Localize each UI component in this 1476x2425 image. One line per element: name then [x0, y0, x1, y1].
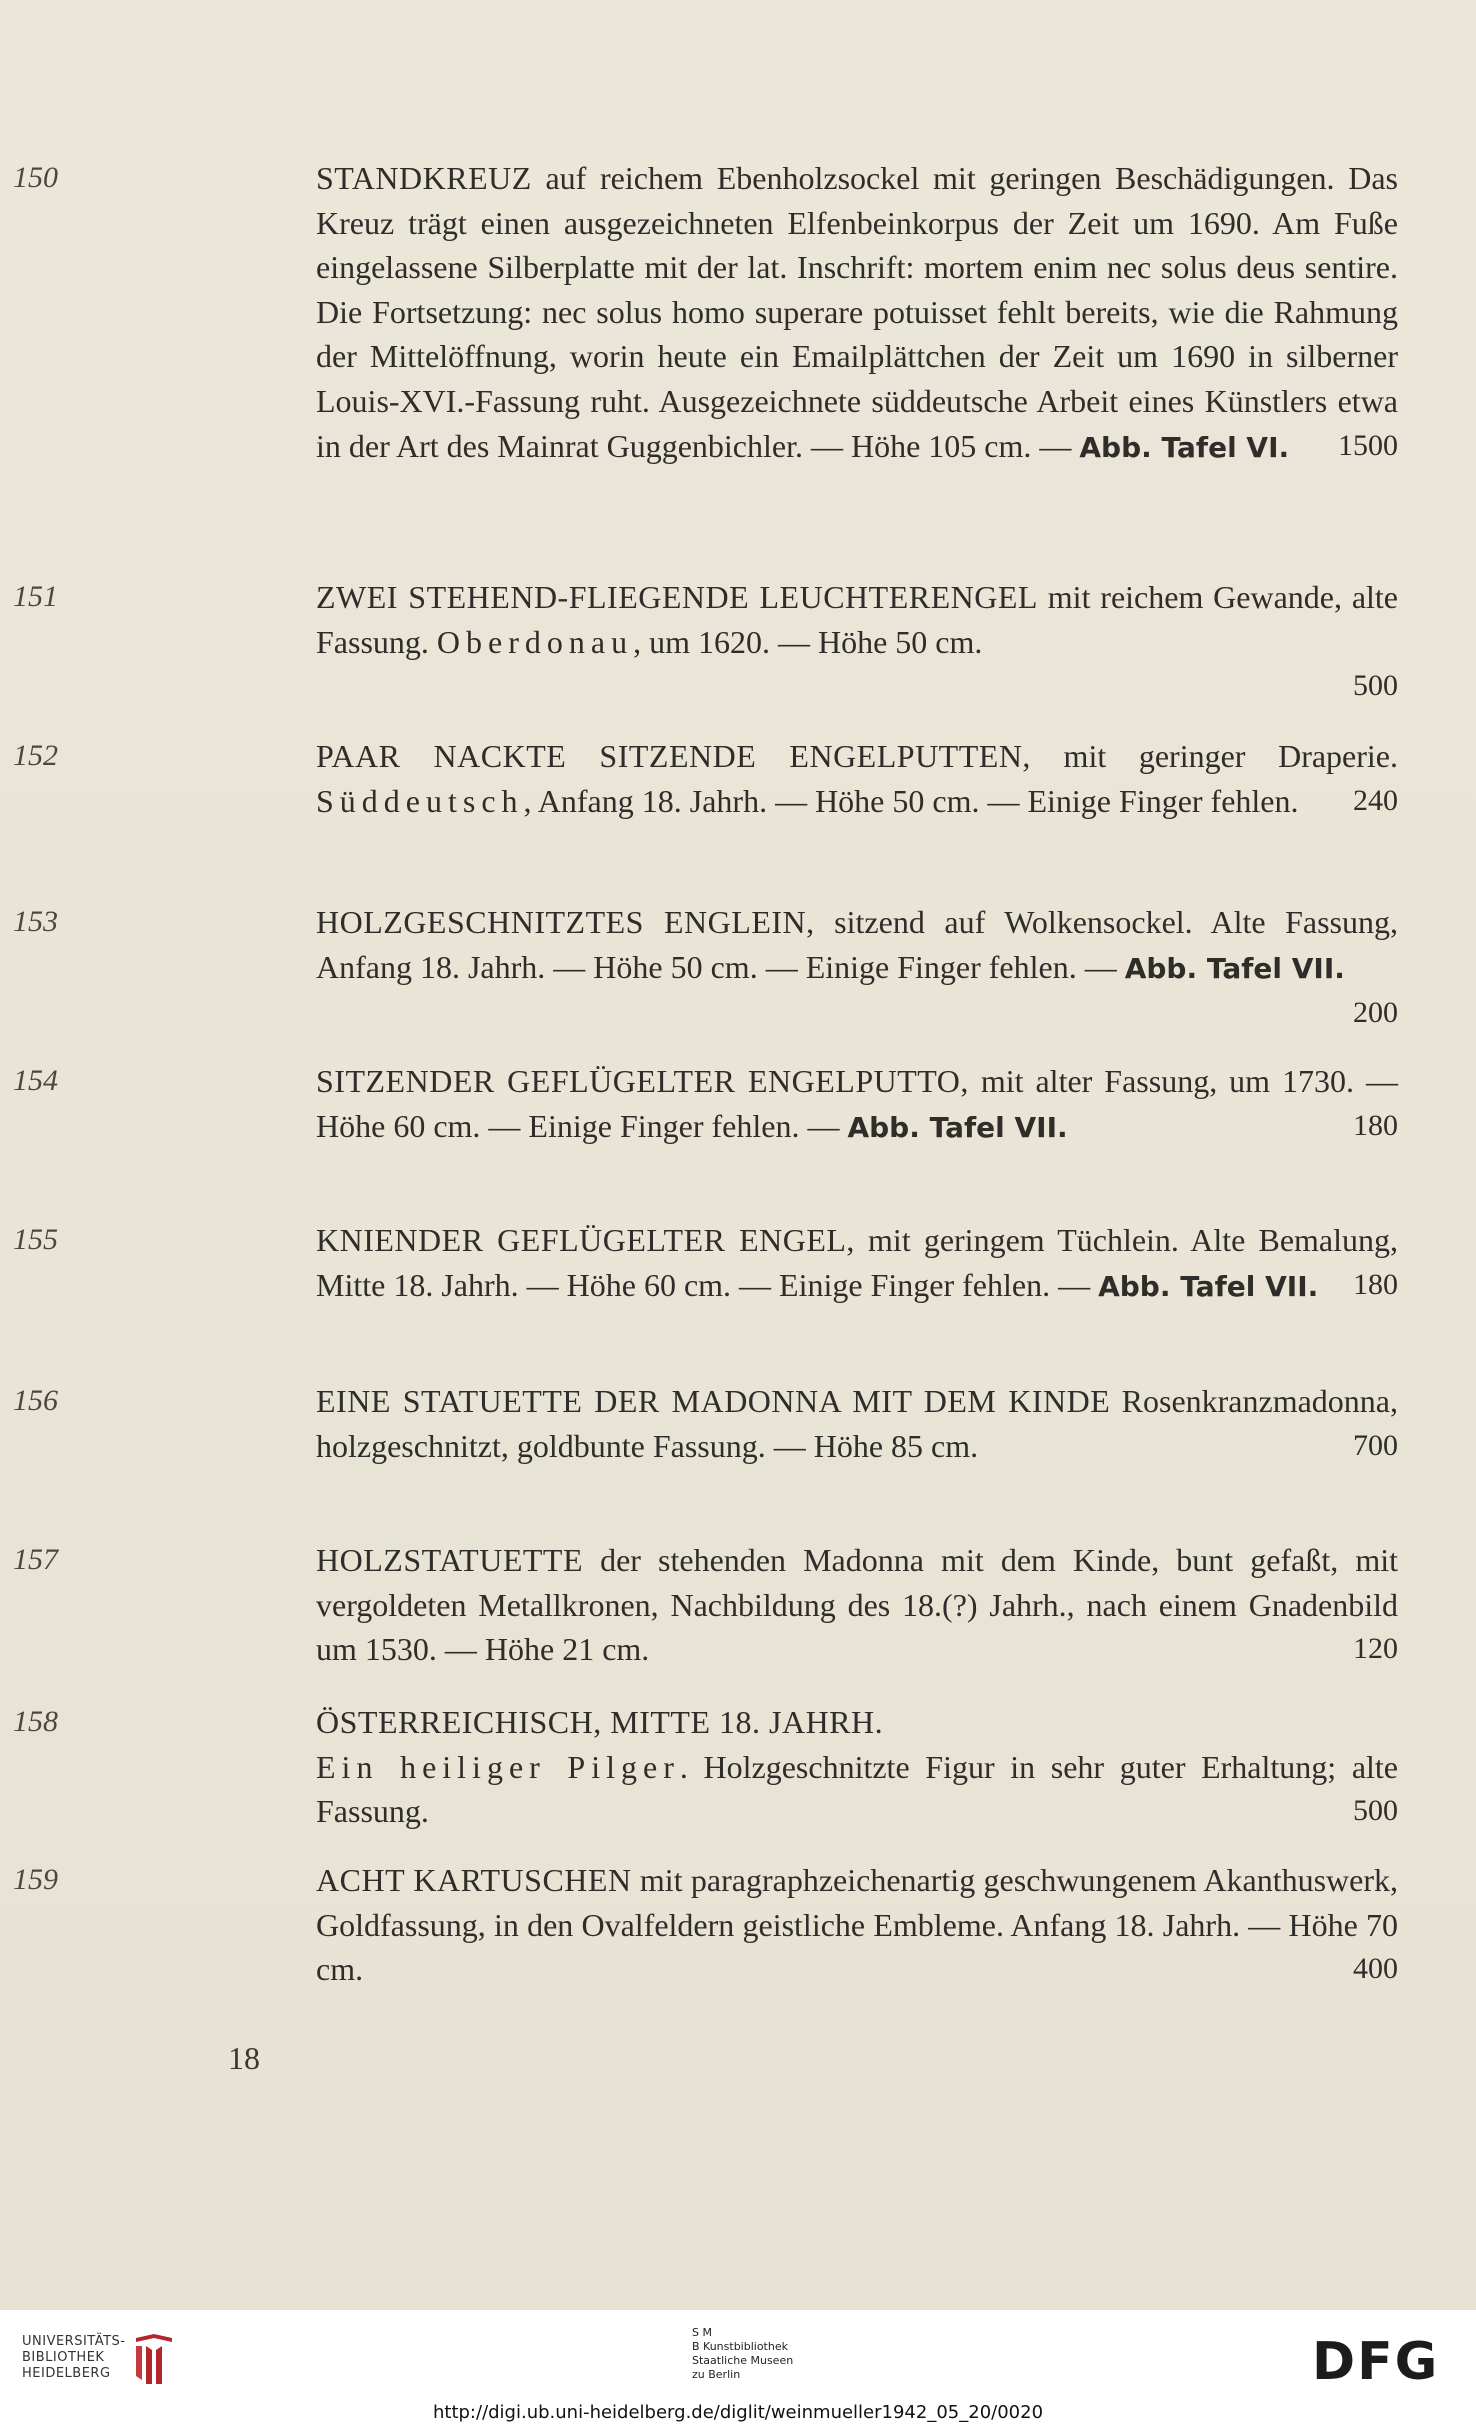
lot-number: 155 [13, 1223, 58, 1256]
source-url-link[interactable]: http://digi.ub.uni-heidelberg.de/diglit/weinmueller1942_05_20/0020 [432, 2402, 1044, 2423]
lot-description [316, 1379, 1398, 1468]
lot-origin: Süddeutsch [316, 782, 524, 819]
lot-number: 153 [13, 905, 58, 938]
lot-description [316, 575, 1398, 709]
lot-description [316, 1858, 1398, 1992]
lot-number: 152 [13, 739, 58, 772]
lot-number: 151 [13, 580, 58, 613]
lot-price: 400 [1353, 1952, 1398, 1986]
stamp-line-1: S M [692, 2326, 712, 2339]
uni-line-1: UNIVERSITÄTS- [22, 2334, 126, 2349]
lot-number: 157 [13, 1543, 58, 1576]
lot-title: SITZENDER GEFLÜGELTER ENGELPUTTO, [316, 1063, 969, 1099]
lot-price: 240 [1353, 783, 1398, 817]
lot-price: 180 [1353, 1267, 1398, 1301]
university-logo-icon [132, 2332, 176, 2386]
lot-text: mit alter Fassung, um 1730. — Höhe 60 cm. — Einige Finger fehlen. — [316, 1063, 1399, 1144]
lot-price: 500 [1353, 1794, 1398, 1828]
lot-price: 180 [1353, 1108, 1398, 1142]
digitization-footer [0, 2310, 1476, 2425]
library-stamp [692, 2326, 793, 2382]
lot-description [316, 900, 1398, 1036]
lot-title: KNIENDER GEFLÜGELTER ENGEL, [316, 1222, 855, 1258]
lot-number: 150 [13, 161, 58, 194]
lot-text: sitzend auf Wolkensockel. Alte Fassung, Anfang 18. Jahrh. — Höhe 50 cm. — Einige Finger fehlen. — [316, 904, 1399, 985]
lot-title: HOLZSTATUETTE [316, 1542, 583, 1578]
lot-number: 156 [13, 1384, 58, 1417]
lot-subject: Ein heiliger Pilger [316, 1748, 680, 1785]
lot-text: Rosenkranzmadonna, holzgeschnitzt, goldbunte Fassung. — Höhe 85 cm. [316, 1383, 1399, 1464]
lot-description [316, 734, 1398, 823]
lot-title: ÖSTERREICHISCH, MITTE 18. JAHRH. [316, 1704, 884, 1740]
uni-line-2: BIBLIOTHEK [22, 2350, 105, 2365]
lot-price: 120 [1353, 1632, 1398, 1666]
university-library-label [22, 2334, 126, 2382]
lot-text: der stehenden Madonna mit dem Kinde, bunt gefaßt, mit vergoldeten Metallkronen, Nachbildung des 18.(?) Jahrh., nach einem Gnadenbild um 1530. — Höhe 21 cm. [316, 1542, 1398, 1668]
uni-line-3: HEIDELBERG [22, 2366, 111, 2381]
lot-text: mit paragraphzeichenartig geschwungenem Akanthuswerk, Goldfassung, in den Ovalfeldern geistliche Embleme. Anfang 18. Jahrh. — Höhe 70 cm. [316, 1862, 1399, 1988]
lot-text: mit geringem Tüchlein. Alte Bemalung, Mitte 18. Jahrh. — Höhe 60 cm. — Einige Finger fehlen. — [316, 1222, 1398, 1303]
lot-text-2: . Holzgeschnitzte Figur in sehr guter Erhaltung; alte Fassung. [316, 1748, 1399, 1830]
lot-title: PAAR NACKTE SITZENDE ENGELPUTTEN, [316, 738, 1031, 774]
lot-text-2: , Anfang 18. Jahrh. — Höhe 50 cm. — Einige Finger fehlen. [523, 782, 1299, 819]
lot-description [316, 1700, 1398, 1834]
lot-price: 1500 [1338, 428, 1398, 462]
plate-reference: Abb. Tafel VII. [847, 1110, 1068, 1144]
lot-description [316, 156, 1398, 470]
lot-number: 154 [13, 1064, 58, 1097]
lot-title: STANDKREUZ [316, 160, 532, 196]
lot-text: mit reichem Gewande, alte Fassung. [316, 579, 1398, 660]
lot-title: ZWEI STEHEND-FLIEGENDE LEUCHTERENGEL [316, 579, 1038, 615]
lot-price: 200 [1353, 996, 1398, 1030]
plate-reference: Abb. Tafel VII. [1098, 1269, 1319, 1303]
stamp-line-4: zu Berlin [692, 2368, 741, 2381]
lot-title: EINE STATUETTE DER MADONNA MIT DEM KINDE [316, 1383, 1111, 1419]
lot-text: mit geringer Draperie. [1030, 738, 1399, 774]
lot-title: ACHT KARTUSCHEN [316, 1862, 632, 1898]
plate-reference: Abb. Tafel VII. [1124, 951, 1345, 985]
lot-text-2: , um 1620. — Höhe 50 cm. [633, 623, 983, 660]
lot-description [316, 1218, 1398, 1309]
lot-description [316, 1538, 1398, 1672]
lot-price: 500 [1353, 669, 1398, 703]
lot-title: HOLZGESCHNITZTES ENGLEIN, [316, 904, 815, 940]
lot-number: 159 [13, 1863, 58, 1896]
lot-description [316, 1059, 1398, 1150]
page-number: 18 [228, 2040, 260, 2076]
stamp-line-2: B Kunstbibliothek [692, 2340, 788, 2353]
stamp-line-3: Staatliche Museen [692, 2354, 794, 2367]
plate-reference: Abb. Tafel VI. [1079, 430, 1290, 464]
lot-origin: Oberdonau [436, 623, 634, 660]
lot-text: auf reichem Ebenholzsockel mit geringen Beschädigungen. Das Kreuz trägt einen ausgezeichneten Elfenbeinkorpus der Zeit um 1690. Am Fuße eingelassene Silberplatte mit der lat. Inschrift: mortem enim nec solus deus sentire. Die Fortsetzung: nec solus homo superare potuisset fehlt bereits, wie die Rahmung der Mittelöffnung, worin heute ein Emailplättchen der Zeit um 1690 in silberner Louis-XVI.-Fassung ruht. Ausgezeichnete süddeutsche Arbeit eines Künstlers etwa in der Art des Mainrat Guggenbichler. — Höhe 105 cm. — [316, 160, 1398, 464]
lot-price: 700 [1353, 1428, 1398, 1462]
lot-number: 158 [13, 1705, 58, 1738]
dfg-logo: DFG [1312, 2332, 1440, 2392]
